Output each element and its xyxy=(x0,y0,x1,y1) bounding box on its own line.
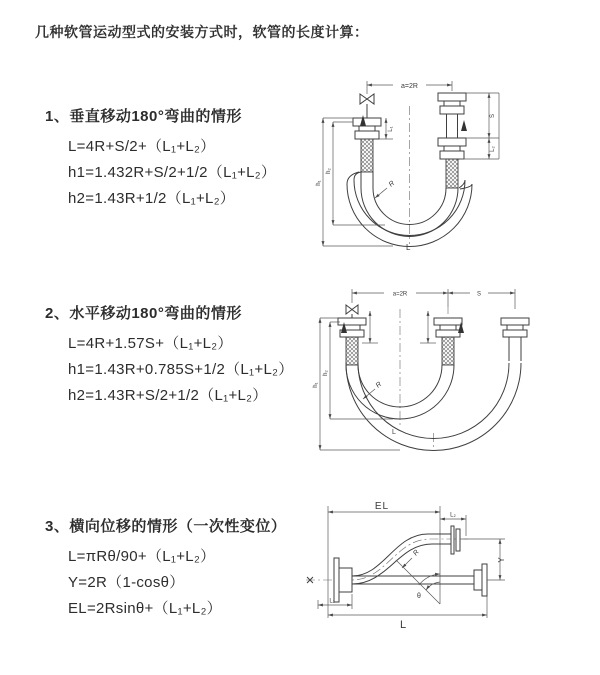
label-h1: h₁ xyxy=(313,382,319,388)
label-y: Y xyxy=(497,557,506,563)
label-h2: h₂ xyxy=(326,168,332,174)
formula-h2: h2=1.43R+S/2+1/2（L₁+L₂） xyxy=(68,387,268,404)
formula-h1: h1=1.43R+0.785S+1/2（L₁+L₂） xyxy=(68,361,294,378)
section-horizontal-180 xyxy=(45,306,345,404)
angle-theta xyxy=(396,560,440,604)
section-1-heading: 1、垂直移动180°弯曲的情形 xyxy=(45,108,242,125)
braided-hose-segment xyxy=(346,337,358,365)
label-l2: L₂ xyxy=(490,146,496,152)
diagram-1-svg xyxy=(313,68,583,253)
dim-s xyxy=(460,93,499,159)
label-el: EL xyxy=(374,501,390,512)
dim-fitting-middle xyxy=(420,311,436,343)
braided-hose-segment xyxy=(361,139,373,172)
diagram-horizontal-180-bend xyxy=(308,281,595,453)
section-vertical-180 xyxy=(45,109,345,207)
label-r: R xyxy=(387,179,397,189)
label-a2r: a=2R xyxy=(392,291,408,298)
label-l1: L₁ xyxy=(329,598,335,605)
formula-h2: h2=1.43R+1/2（L₁+L₂） xyxy=(68,190,236,207)
section-2-heading: 2、水平移动180°弯曲的情形 xyxy=(45,305,242,322)
label-h2: h₂ xyxy=(323,370,329,376)
right-fitting xyxy=(438,93,466,188)
left-fitting xyxy=(353,118,381,172)
label-l: L xyxy=(399,619,407,631)
braided-hose-segment xyxy=(446,159,458,188)
dim-el xyxy=(328,501,440,512)
diagram-lateral-displacement xyxy=(298,496,595,644)
label-l1: L₁ xyxy=(388,126,394,132)
dim-fitting-left xyxy=(362,311,378,343)
dim-l xyxy=(328,615,487,631)
label-s: S xyxy=(476,291,482,298)
label-theta: θ xyxy=(417,593,421,600)
formula-l: L=πRθ/90+（L₁+L₂） xyxy=(68,548,216,565)
leader-r xyxy=(402,549,421,568)
formula-l: L=4R+S/2+（L₁+L₂） xyxy=(68,138,216,155)
label-l: L xyxy=(406,243,411,252)
page-title: 几种软管运动型式的安装方式时，软管的长度计算： xyxy=(35,24,369,40)
left-fitting xyxy=(338,318,366,365)
formula-h1: h1=1.432R+S/2+1/2（L₁+L₂） xyxy=(68,164,277,181)
label-a2r: a=2R xyxy=(401,83,418,90)
label-h1: h₁ xyxy=(316,180,322,186)
hose-end-flange xyxy=(451,526,460,554)
diagram-2-svg xyxy=(308,281,595,453)
section-3-heading: 3、横向位移的情形（一次性变位） xyxy=(45,518,287,535)
dim-a2r xyxy=(367,81,452,94)
label-l2: L₂ xyxy=(450,512,456,519)
left-flange xyxy=(334,558,352,602)
label-s: S xyxy=(490,113,496,119)
formula-el: EL=2Rsinθ+（L₁+L₂） xyxy=(68,600,222,617)
leader-r xyxy=(375,180,396,198)
dim-l2 xyxy=(440,513,466,520)
dim-a2r xyxy=(352,289,515,309)
formula-y: Y=2R（1-cosθ） xyxy=(68,574,185,591)
diagram-vertical-180-bend xyxy=(313,68,583,253)
label-r: R xyxy=(412,548,421,558)
up-arrow-right xyxy=(461,120,467,131)
label-r: R xyxy=(374,380,384,390)
formula-l: L=4R+1.57S+（L₁+L₂） xyxy=(68,335,233,352)
label-l: L xyxy=(392,429,396,436)
valve-icon xyxy=(346,305,358,318)
diagram-3-svg xyxy=(298,496,595,644)
hose-centerline xyxy=(306,539,468,580)
valve-icon xyxy=(360,94,374,118)
phantom-straight-pipe xyxy=(352,564,487,596)
right-fitting xyxy=(501,318,529,361)
braided-hose-segment xyxy=(442,337,454,365)
middle-fitting xyxy=(434,318,462,365)
